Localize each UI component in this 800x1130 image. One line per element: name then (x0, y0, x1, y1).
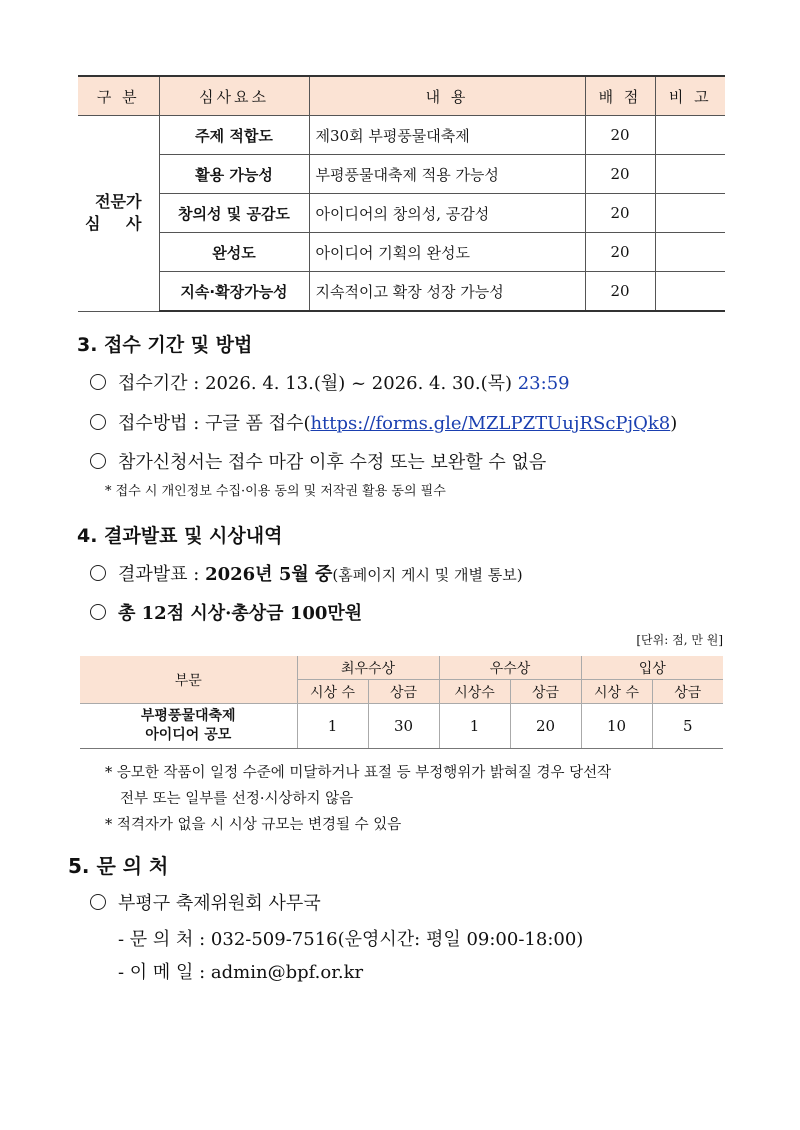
announce-label: 결과발표 : (118, 564, 206, 585)
no-edit-line (90, 448, 546, 474)
division-line-1: 부평풍물대축제 (140, 708, 236, 724)
announce-line (90, 560, 523, 586)
category-cell (78, 116, 159, 312)
value-cell: 1 (439, 704, 510, 749)
prize-header-row (80, 656, 723, 680)
note-1-line-1: * 응모한 작품이 일정 수준에 미달하거나 표절 등 부정행위가 밝혀질 경우 당선작 (105, 765, 612, 781)
group-header: 우수상 (439, 656, 581, 680)
score-cell: 20 (585, 155, 655, 194)
sub-header: 시상수 (439, 680, 510, 704)
note-cell (655, 116, 725, 155)
division-line-2: 아이디어 공모 (145, 727, 232, 743)
period-time: 23:59 (517, 373, 570, 394)
criterion-cell: 주제 적합도 (159, 116, 309, 155)
sub-header: 상금 (652, 680, 723, 704)
value-cell: 10 (581, 704, 652, 749)
division-cell (80, 704, 297, 749)
header-note: 비 고 (655, 76, 725, 116)
content-cell: 부평풍물대축제 적용 가능성 (309, 155, 585, 194)
note-cell (655, 155, 725, 194)
content-cell: 제30회 부평풍물대축제 (309, 116, 585, 155)
criterion-cell: 창의성 및 공감도 (159, 194, 309, 233)
table-row (78, 116, 725, 155)
period-label: 접수기간 : (118, 373, 206, 394)
sub-header: 시상 수 (581, 680, 652, 704)
announce-value: 2026년 5월 중 (205, 564, 333, 585)
value-cell: 1 (297, 704, 368, 749)
group-header: 입상 (581, 656, 723, 680)
criterion-cell: 지속·확장가능성 (159, 272, 309, 312)
value-cell: 20 (510, 704, 581, 749)
circle-bullet-icon (90, 565, 106, 581)
header-criterion: 심사요소 (159, 76, 309, 116)
note-1-line-2: 전부 또는 일부를 선정·시상하지 않음 (120, 791, 354, 807)
note-2: * 적격자가 없을 시 시상 규모는 변경될 수 있음 (105, 817, 402, 833)
score-cell: 20 (585, 194, 655, 233)
note-cell (655, 233, 725, 272)
table-row (78, 155, 725, 194)
note-cell (655, 272, 725, 312)
division-header: 부문 (80, 656, 297, 704)
content-cell: 지속적이고 확장 성장 가능성 (309, 272, 585, 312)
method-line (90, 409, 677, 435)
org-line (90, 889, 321, 915)
period-line (90, 369, 570, 395)
total-prize-line (90, 599, 362, 625)
table-row (80, 704, 723, 749)
no-edit-text: 참가신청서는 접수 마감 이후 수정 또는 보완할 수 없음 (118, 452, 547, 473)
content-cell: 아이디어 기획의 완성도 (309, 233, 585, 272)
consent-note: * 접수 시 개인정보 수집·이용 동의 및 저작권 활용 동의 필수 (105, 484, 446, 499)
value-cell: 5 (652, 704, 723, 749)
score-cell: 20 (585, 116, 655, 155)
evaluation-table (78, 75, 725, 312)
header-score: 배 점 (585, 76, 655, 116)
announce-detail: (홈페이지 게시 및 개별 통보) (332, 566, 523, 584)
google-form-link[interactable]: https://forms.gle/MZLPZTUujRScPjQk8 (310, 413, 671, 434)
circle-bullet-icon (90, 374, 106, 390)
criterion-cell: 완성도 (159, 233, 309, 272)
sub-header: 상금 (510, 680, 581, 704)
unit-label: [단위: 점, 만 원] (636, 633, 723, 647)
content-cell: 아이디어의 창의성, 공감성 (309, 194, 585, 233)
section-3-title: 3. 접수 기간 및 방법 (77, 334, 253, 356)
method-close: ) (670, 413, 678, 434)
method-label: 접수방법 : 구글 폼 접수( (118, 413, 311, 434)
phone-line: - 문 의 처 : 032-509-7516(운영시간: 평일 09:00-18:00) (118, 929, 584, 950)
prize-notes (105, 760, 611, 838)
score-cell: 20 (585, 233, 655, 272)
total-prize-text: 총 12점 시상·총상금 100만원 (118, 603, 363, 624)
category-line-2: 심 사 (85, 214, 152, 234)
table-row (78, 272, 725, 312)
period-value: 2026. 4. 13.(월) ~ 2026. 4. 30.(목) (205, 373, 518, 394)
header-content: 내 용 (309, 76, 585, 116)
circle-bullet-icon (90, 604, 106, 620)
criterion-cell: 활용 가능성 (159, 155, 309, 194)
org-text: 부평구 축제위원회 사무국 (118, 893, 321, 914)
evaluation-header-row (78, 76, 725, 116)
section-5-title: 5. 문 의 처 (68, 854, 169, 878)
sub-header: 시상 수 (297, 680, 368, 704)
prize-table (80, 656, 723, 749)
table-row (78, 194, 725, 233)
category-line-1: 전문가 (95, 192, 142, 212)
sub-header: 상금 (368, 680, 439, 704)
group-header: 최우수상 (297, 656, 439, 680)
circle-bullet-icon (90, 414, 106, 430)
score-cell: 20 (585, 272, 655, 312)
value-cell: 30 (368, 704, 439, 749)
table-row (78, 233, 725, 272)
note-cell (655, 194, 725, 233)
circle-bullet-icon (90, 894, 106, 910)
email-line: - 이 메 일 : admin@bpf.or.kr (118, 962, 364, 983)
section-4-title: 4. 결과발표 및 시상내역 (77, 525, 283, 547)
header-category: 구 분 (78, 76, 159, 116)
circle-bullet-icon (90, 453, 106, 469)
